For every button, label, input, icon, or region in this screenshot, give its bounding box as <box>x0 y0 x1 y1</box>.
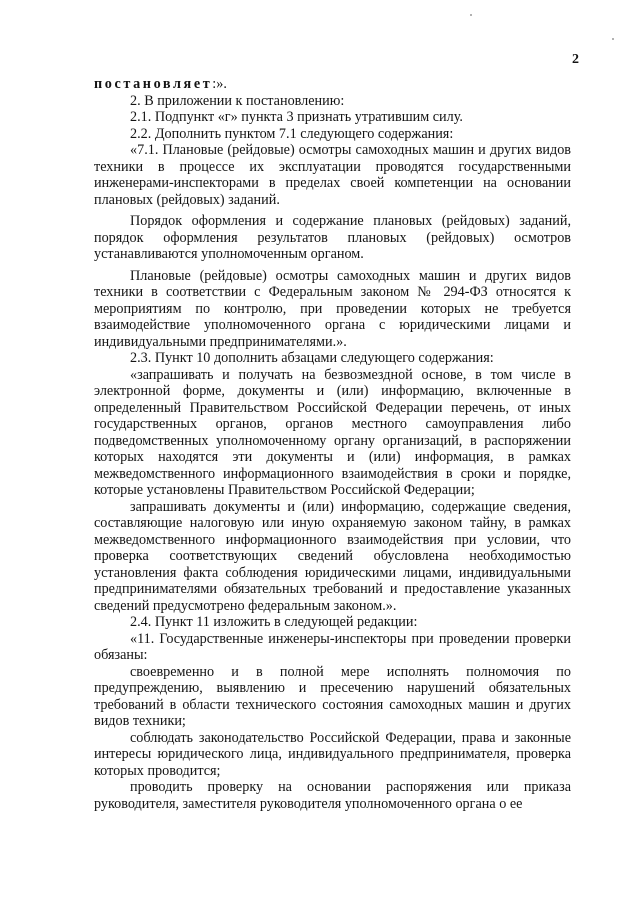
duty-timely: своевременно и в полной мере исполнять полномочия по предупреждению, выявлению и пресечению нарушений обязательных требований в области технического состояния самоходных машин и других видов техники; <box>94 663 571 729</box>
paragraph-request-documents: «запрашивать и получать на безвозмездной основе, в том числе в электронной форме, документы и (или) информацию, включенные в определенный Правительством Российской Федерации перечень, от иных государственных органов, органов местного самоуправления либо подведомственных уполномоченному органу организаций, в распоряжении которых находятся эти документы и (или) информация, в рамках межведомственного информационного взаимодействия в сроки и порядке, которые установлены Правительством Российской Федерации; <box>94 366 571 498</box>
paragraph-11: «11. Государственные инженеры-инспекторы при проведении проверки обязаны: <box>94 630 571 663</box>
paragraph-2-3: 2.3. Пункт 10 дополнить абзацами следующего содержания: <box>130 350 494 366</box>
paragraph-raid-control: Плановые (рейдовые) осмотры самоходных машин и других видов техники в соответствии с Федеральным законом № 294-ФЗ относятся к мероприятиям по контролю, при проведении которых не требуется взаимодействие уполномоченного органа с юридическими лицами и индивидуальными предпринимателями.». <box>94 267 571 350</box>
duty-inspect: проводить проверку на основании распоряжения или приказа руководителя, заместителя руководителя уполномоченного органа о ее <box>94 779 571 812</box>
duty-comply: соблюдать законодательство Российской Федерации, права и законные интересы юридического лица, индивидуального предпринимателя, проверка которых проводится; <box>94 729 571 779</box>
scan-speck <box>612 38 614 40</box>
document-body <box>94 76 571 812</box>
paragraph-2: 2. В приложении к постановлению: <box>130 92 345 109</box>
paragraph-request-secret: запрашивать документы и (или) информацию, содержащие сведения, составляющие налоговую или иную охраняемую законом тайну, в рамках межведомственного информационного взаимодействия при условии, что проверка соответствующих сведений обусловлена необходимостью установления факта соблюдения юридическими лицами, индивидуальными предпринимателями обязательных требований и предоставление указанных сведений предусмотрено федеральным законом.». <box>94 498 571 614</box>
decree-verb: постановляет <box>94 76 213 92</box>
paragraph-2-2: 2.2. Дополнить пунктом 7.1 следующего содержания: <box>130 125 454 142</box>
scan-speck <box>470 14 472 16</box>
paragraph-7-1: «7.1. Плановые (рейдовые) осмотры самоходных машин и других видов техники в процессе их эксплуатации проводятся государственными инженерами-инспекторами в пределах своей компетенции на основании плановых (рейдовых) заданий. <box>94 142 571 208</box>
page-number: 2 <box>572 52 579 67</box>
opening-tail: :». <box>212 76 227 92</box>
paragraph-raid-order: Порядок оформления и содержание плановых (рейдовых) заданий, порядок оформления результатов плановых (рейдовых) осмотров устанавливаются уполномоченным органом. <box>94 213 571 262</box>
opening-line <box>94 76 571 93</box>
paragraph-2-4: 2.4. Пункт 11 изложить в следующей редакции: <box>130 614 418 630</box>
paragraph-2-1: 2.1. Подпункт «г» пункта 3 признать утратившим силу. <box>130 109 463 125</box>
